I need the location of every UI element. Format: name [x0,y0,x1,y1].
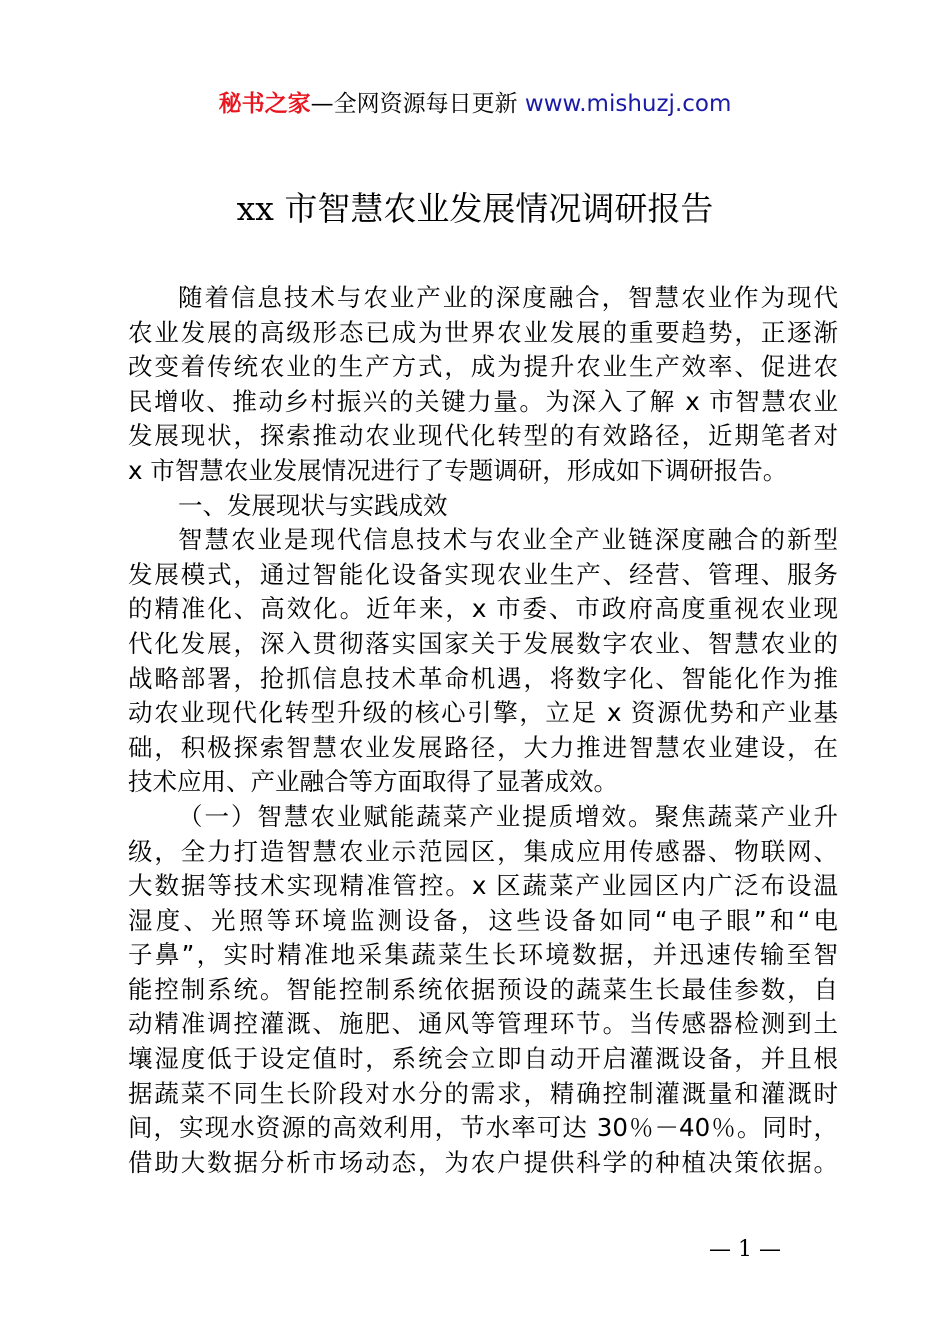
text-line: 智慧农业是现代信息技术与农业全产业链深度融合的新型 [178,525,838,555]
site-url-link[interactable]: www.mishuzj.com [524,91,732,117]
site-brand-name: 秘书之家 [218,91,311,117]
text-line: 壤湿度低于设定值时，系统会立即自动开启灌溉设备，并且根 [128,1044,838,1074]
text-line: 借助大数据分析市场动态，为农户提供科学的种植决策依据。 [128,1147,838,1177]
text-line: 子鼻”，实时精准地采集蔬菜生长环境数据，并迅速传输至智 [128,940,838,970]
section-heading-1 [128,489,838,524]
text-line: 能控制系统。智能控制系统依据预设的蔬菜生长最佳参数，自 [128,974,838,1004]
text-line: 改变着传统农业的生产方式，成为提升农业生产效率、促进农 [128,352,838,382]
text-line: 湿度、光照等环境监测设备，这些设备如同“电子眼”和“电 [128,905,838,935]
text-line: 础，积极探索智慧农业发展路径，大力推进智慧农业建设，在 [128,732,838,762]
paragraph-vegetable-industry [128,800,838,1181]
text-line: 级，全力打造智慧农业示范园区，集成应用传感器、物联网、 [128,836,838,866]
text-line: 发展现状，探索推动农业现代化转型的有效路径，近期笔者对 [128,421,838,451]
text-line: 动精准调控灌溉、施肥、通风等管理环节。当传感器检测到土 [128,1009,838,1039]
text-line: 农业发展的高级形态已成为世界农业发展的重要趋势，正逐渐 [128,317,838,347]
text-line: 随着信息技术与农业产业的深度融合，智慧农业作为现代 [178,283,838,312]
site-header-banner [0,86,950,122]
site-tagline: —全网资源每日更新 [310,91,525,117]
text-line: 大数据等技术实现精准管控。x 区蔬菜产业园区内广泛布设温 [128,871,838,901]
text-line: 动农业现代化转型升级的核心引擎，立足 x 资源优势和产业基 [128,698,838,728]
text-line: 民增收、推动乡村振兴的关键力量。为深入了解 x 市智慧农业 [128,386,838,416]
text-line: 技术应用、产业融合等方面取得了显著成效。 [128,767,618,797]
paragraph-overview [128,523,838,800]
text-line: x 市智慧农业发展情况进行了专题调研，形成如下调研报告。 [128,455,788,485]
text-line: 代化发展，深入贯彻落实国家关于发展数字农业、智慧农业的 [128,628,838,658]
text-line: （一）智慧农业赋能蔬菜产业提质增效。聚焦蔬菜产业升 [178,801,838,831]
text-line: 发展模式，通过智能化设备实现农业生产、经营、管理、服务 [128,559,838,589]
text-line: 间，实现水资源的高效利用，节水率可达 30％－40％。同时， [128,1113,838,1143]
document-body [128,281,838,1180]
page-number: — 1 — [709,1237,781,1262]
paragraph-intro [128,281,838,489]
text-line: 据蔬菜不同生长阶段对水分的需求，精确控制灌溉量和灌溉时 [128,1078,838,1108]
document-title: xx 市智慧农业发展情况调研报告 [236,189,714,228]
text-line: 的精准化、高效化。近年来，x 市委、市政府高度重视农业现 [128,594,838,624]
text-line: 战略部署，抢抓信息技术革命机遇，将数字化、智能化作为推 [128,663,838,693]
section-heading-text: 一、发展现状与实践成效 [178,490,448,520]
